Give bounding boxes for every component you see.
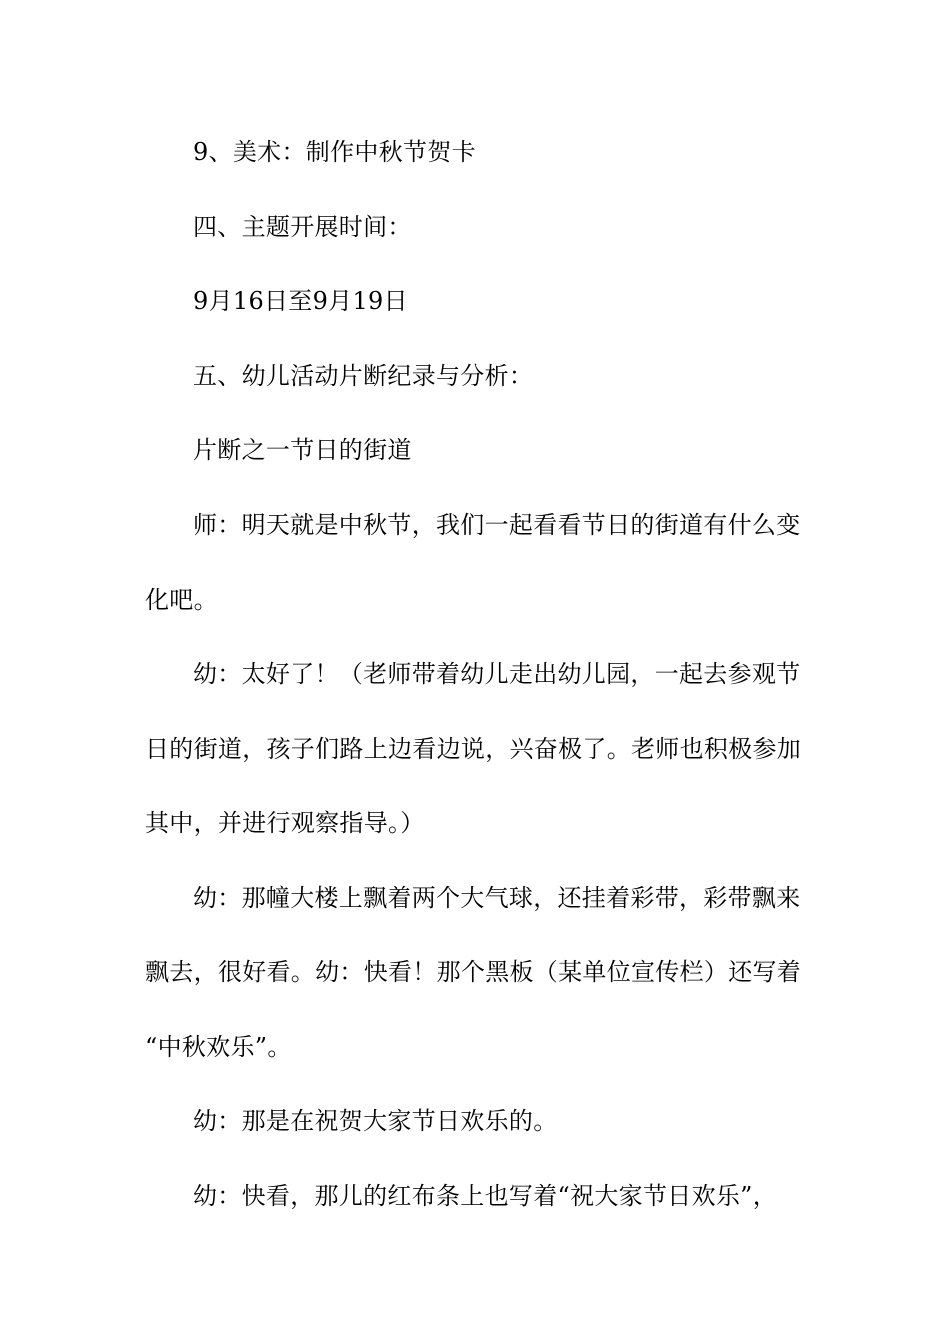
date-range: 9月16日至9月19日 [193,287,408,315]
paragraph-line: 幼：那是在祝贺大家节日欢乐的。 [193,1107,558,1135]
section-heading-records: 五、幼儿活动片断纪录与分析： [193,362,534,390]
list-item-art: 9、美术：制作中秋节贺卡 [193,138,476,166]
paragraph-line: “中秋欢乐”。 [145,1033,292,1061]
paragraph-line: 日的街道，孩子们路上边看边说，兴奋极了。老师也积极参加 [145,735,802,763]
paragraph-line: 其中，并进行观察指导。） [145,809,425,837]
fragment-title: 片断之一节日的街道 [193,436,412,464]
section-heading-schedule: 四、主题开展时间： [193,213,412,241]
paragraph-line: 幼：快看，那儿的红布条上也写着“祝大家节日欢乐”， [193,1182,778,1210]
paragraph-line: 师：明天就是中秋节，我们一起看看节日的街道有什么变 [193,511,801,539]
paragraph-line: 飘去，很好看。幼：快看！那个黑板（某单位宣传栏）还写着 [145,958,802,986]
paragraph-line: 幼：那幢大楼上飘着两个大气球，还挂着彩带，彩带飘来 [193,884,801,912]
paragraph-line: 幼：太好了！（老师带着幼儿走出幼儿园，一起去参观节 [193,660,801,688]
paragraph-line: 化吧。 [145,586,218,614]
